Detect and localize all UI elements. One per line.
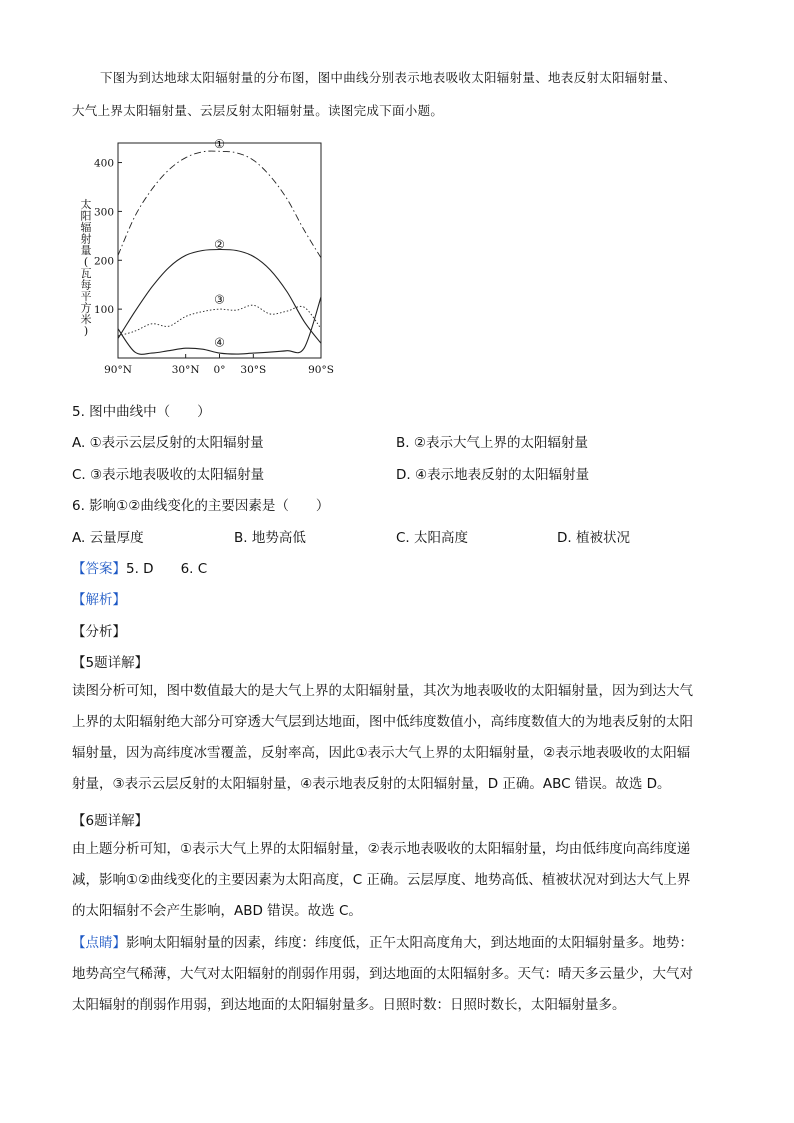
intro-line-1: 下图为到达地球太阳辐射量的分布图，图中曲线分别表示地表吸收太阳辐射量、地表反射太阳辐射量、	[100, 70, 677, 85]
q6-detail-line: 的太阳辐射不会产生影响，ABD 错误。故选 C。	[72, 903, 362, 919]
series-label-3: ③	[214, 292, 225, 307]
x-tick-label: 90°S	[308, 364, 334, 376]
x-tick-label: 30°S	[240, 364, 267, 376]
y-tick-label: 300	[93, 206, 114, 219]
y-axis-label-char: 米	[80, 313, 92, 326]
dianjing-line: 太阳辐射的削弱作用弱，到达地面的太阳辐射量多。日照时数：日照时数长，太阳辐射量多。	[72, 997, 626, 1013]
q6-option-a: A. 云量厚度	[72, 530, 144, 546]
x-tick-label: 30°N	[171, 364, 200, 376]
dianjing-line: 地势高空气稀薄，大气对太阳辐射的削弱作用弱，到达地面的太阳辐射多。天气：晴天多云量少，大气对	[72, 966, 693, 982]
q5-detail-tag: 【5题详解】	[72, 655, 149, 671]
dianjing-line-1	[72, 928, 722, 959]
y-axis-label-char: 阳	[80, 209, 92, 223]
dianjing-body	[72, 928, 722, 1021]
series-label-2: ②	[214, 237, 225, 252]
q5-option-d: D. ④表示地表反射的太阳辐射量	[396, 467, 590, 483]
x-tick-label: 0°	[213, 364, 226, 376]
solar-radiation-chart	[72, 138, 342, 383]
y-axis-label-char: 方	[80, 301, 92, 315]
q5-detail-line: 射量，③表示云层反射的太阳辐射量，④表示地表反射的太阳辐射量，D 正确。ABC 错误。故选 D。	[72, 776, 671, 792]
y-axis-label-char: 量	[80, 244, 92, 257]
series-label-1: ①	[214, 138, 225, 151]
answer-text: 5. D 6. C	[126, 561, 208, 577]
y-axis-label-char: 每	[80, 278, 92, 292]
q5-stem: 5. 图中曲线中（ ）	[72, 404, 211, 420]
y-axis-label-char: 射	[80, 232, 92, 246]
x-tick-label: 90°N	[104, 364, 132, 376]
dianjing-tag: 【点睛】	[72, 935, 126, 951]
q6-option-c: C. 太阳高度	[396, 530, 469, 546]
q6-option-d: D. 植被状况	[557, 530, 630, 546]
dianjing-text: 影响太阳辐射量的因素，纬度：纬度低，正午太阳高度角大，到达地面的太阳辐射量多。地势：	[126, 935, 693, 951]
q5-detail-body	[72, 676, 722, 800]
y-axis-label-char: 平	[80, 290, 92, 303]
y-axis-label-char: 瓦	[80, 267, 92, 280]
q5-option-a: A. ①表示云层反射的太阳辐射量	[72, 435, 264, 451]
answer-tag: 【答案】	[72, 561, 126, 577]
y-axis-label-char: 辐	[80, 221, 92, 234]
q6-detail-line: 由上题分析可知，①表示大气上界的太阳辐射量，②表示地表吸收的太阳辐射量，均由低纬度向高纬度递	[72, 841, 691, 857]
series-label-4: ④	[214, 335, 225, 350]
y-axis-label-char: (	[83, 255, 89, 269]
q6-detail-line: 减，影响①②曲线变化的主要因素为太阳高度，C 正确。云层厚度、地势高低、植被状况对到达大气上界	[72, 872, 691, 888]
q6-stem: 6. 影响①②曲线变化的主要因素是（ ）	[72, 498, 330, 514]
y-tick-label: 200	[93, 255, 114, 268]
analysis-tag: 【解析】	[72, 592, 126, 608]
q6-detail-body	[72, 834, 722, 927]
y-tick-label: 100	[93, 304, 114, 317]
answer-line	[72, 557, 207, 577]
q5-detail-line: 辐射量，因为高纬度冰雪覆盖，反射率高，因此①表示大气上界的太阳辐射量，②表示地表吸收的太阳辐	[72, 745, 691, 761]
q5-detail-line: 上界的太阳辐射绝大部分可穿透大气层到达地面，图中低纬度数值小，高纬度数值大的为地表反射的太阳	[72, 714, 693, 730]
intro-line-2: 大气上界太阳辐射量、云层反射太阳辐射量。读图完成下面小题。	[72, 103, 444, 118]
q5-option-b: B. ②表示大气上界的太阳辐射量	[396, 435, 588, 451]
q5-detail-line: 读图分析可知，图中数值最大的是大气上界的太阳辐射量，其次为地表吸收的太阳辐射量，因为到达大气	[72, 683, 693, 699]
y-axis-label-char: )	[83, 324, 89, 338]
fenxi-tag: 【分析】	[72, 624, 126, 640]
y-axis-label-char: 太	[80, 198, 92, 211]
series-line-3	[118, 305, 321, 336]
q6-option-b: B. 地势高低	[234, 530, 306, 546]
y-tick-label: 400	[93, 157, 114, 170]
q5-option-c: C. ③表示地表吸收的太阳辐射量	[72, 467, 265, 483]
q6-detail-tag: 【6题详解】	[72, 813, 149, 829]
